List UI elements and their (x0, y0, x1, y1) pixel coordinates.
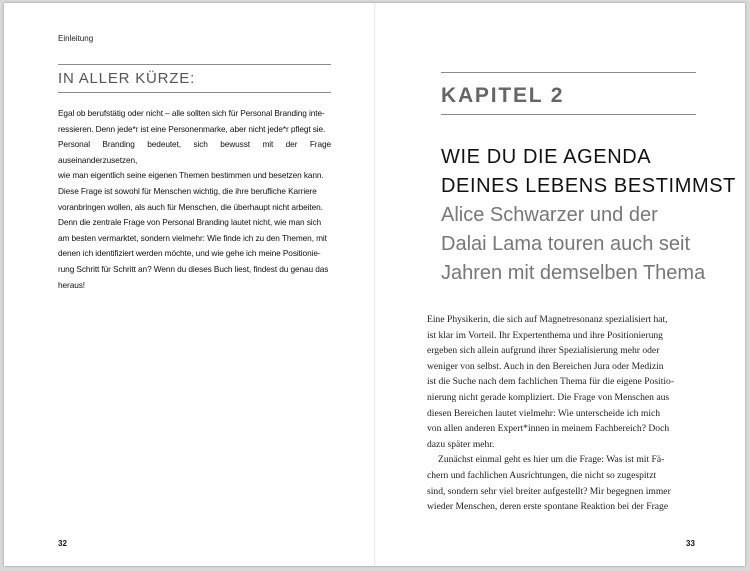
body-line: wieder Menschen, deren erste spontane Reaktion bei der Frage (427, 501, 669, 513)
body-line: dazu später mehr. (427, 438, 495, 450)
chapter-subtitle-line: Jahren mit demselben Thema (441, 262, 706, 284)
chapter-title-line: WIE DU DIE AGENDA (441, 146, 652, 168)
body-line: ergeben sich allein aufgrund ihrer Spezialisierung mehr oder (427, 345, 660, 357)
body-line: chern und fachlichen Ausrichtungen, die nicht so zugespitzt (427, 469, 657, 481)
summary-line: Denn die zentrale Frage von Personal Branding lautet nicht, wie man sich (58, 217, 322, 228)
summary-line: wie man eigentlich seine eigenen Themen bestimmen und besetzen kann. (58, 170, 324, 181)
body-line: ist klar im Vorteil. Ihr Expertenthema und ihre Positionierung (427, 329, 663, 341)
summary-line: am besten vermarktet, sondern vielmehr: Wie finde ich zu den Themen, mit (58, 232, 327, 243)
book-gutter (374, 3, 376, 566)
summary-line: Egal ob berufstätig oder nicht – alle sollten sich für Personal Branding inte- (58, 108, 325, 118)
book-spread (4, 3, 745, 566)
summary-line: denen ich identifiziert werden möchte, und wie gehe ich meine Positionie- (58, 248, 321, 259)
body-line: Eine Physikerin, die sich auf Magnetresonanz spezialisiert hat, (427, 314, 668, 325)
summary-line: heraus! (58, 279, 85, 290)
summary-box-top-rule (58, 64, 331, 65)
body-line: diesen Bereichen lautet vielmehr: Wie unterscheide ich mich (427, 407, 661, 419)
chapter-title-line: DEINES LEBENS BESTIMMST (441, 175, 736, 197)
page-number-left: 32 (58, 539, 67, 548)
chapter-bottom-rule (441, 114, 696, 115)
summary-box-title: IN ALLER KÜRZE: (58, 70, 196, 87)
running-head: Einleitung (58, 34, 94, 43)
chapter-label: KAPITEL 2 (441, 84, 565, 107)
summary-line: Personal Branding bedeutet, sich bewusst mit der Frage auseinanderzusetzen, (58, 139, 331, 165)
summary-line: ressieren. Denn jede*r ist eine Personenmarke, aber nicht jede*r pflegt sie. (58, 123, 326, 134)
chapter-subtitle-line: Alice Schwarzer und der (441, 204, 658, 226)
summary-box-bottom-rule (58, 92, 331, 93)
body-line: Zunächst einmal geht es hier um die Frage: Was ist mit Fä- (438, 454, 665, 466)
summary-line: rung Schritt für Schritt an? Wenn du dieses Buch liest, findest du genau das (58, 263, 329, 274)
summary-paragraph (58, 106, 331, 293)
chapter-subtitle-line: Dalai Lama touren auch seit (441, 233, 691, 255)
body-line: nierung nicht gerade kompliziert. Die Frage von Menschen aus (427, 391, 670, 403)
summary-line: Diese Frage ist sowohl für Menschen wichtig, die ihre berufliche Karriere (58, 185, 317, 196)
summary-line: voranbringen wollen, als auch für Menschen, die überhaupt nicht arbeiten. (58, 201, 323, 212)
body-line: weniger von selbst. Auch in den Bereichen Jura oder Medizin (427, 360, 664, 372)
page-number-right: 33 (686, 539, 695, 548)
body-line: von allen anderen Expert*innen in meinem Fachbereich? Doch (427, 423, 670, 435)
chapter-body (427, 312, 696, 515)
chapter-subtitle (441, 201, 711, 288)
body-line: ist die Suche nach dem fachlichen Thema für die eigene Positio- (427, 376, 675, 388)
chapter-title (441, 143, 736, 201)
body-line: sind, sondern sehr viel breiter aufgestellt? Mir begegnen immer (427, 485, 671, 497)
chapter-top-rule (441, 72, 696, 73)
